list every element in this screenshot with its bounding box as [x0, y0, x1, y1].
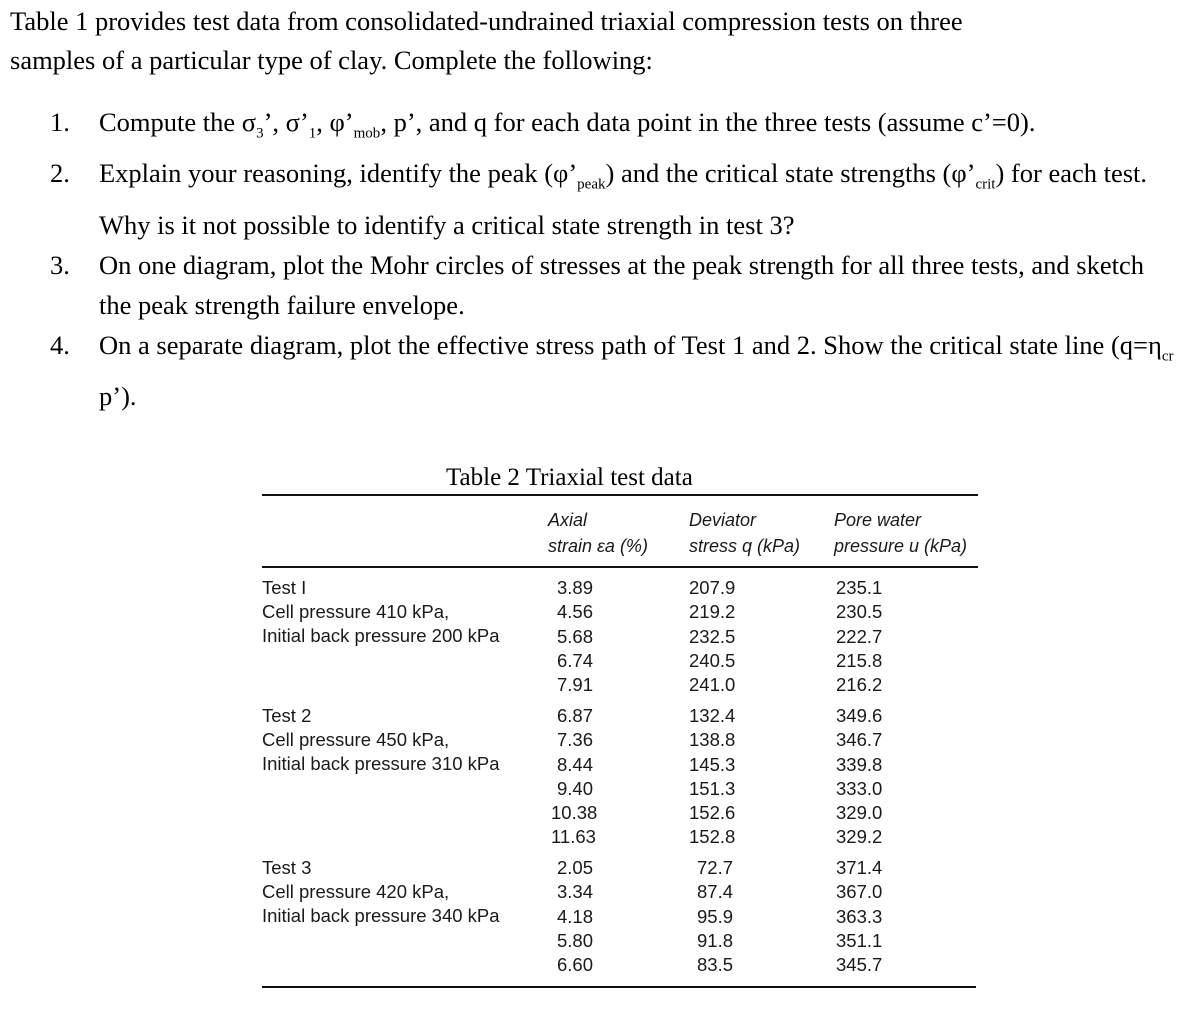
pore-pressure-cell: 367.0: [836, 881, 883, 903]
header-deviator-stress: [689, 507, 800, 559]
strain-cell: 4.18: [557, 905, 594, 927]
strain-cell: 4.56: [557, 601, 594, 623]
task-text: , φ’: [316, 107, 354, 137]
deviator-cell: 145.3: [689, 753, 736, 775]
deviator-cell: 241.0: [689, 674, 736, 696]
table-top-rule: [262, 494, 978, 496]
intro-line-1: Table 1 provides test data from consolidated-undrained triaxial compression tests on three: [10, 6, 963, 36]
test-label: [262, 576, 500, 648]
header-axial-strain: [548, 507, 648, 559]
strain-cell: 6.74: [557, 649, 594, 671]
pore-pressure-cell: 371.4: [836, 857, 883, 878]
strain-cell: 2.05: [557, 857, 594, 878]
pore-pressure-cell: 230.5: [836, 601, 883, 623]
cell-pressure: Cell pressure 420 kPa,: [262, 881, 450, 902]
pore-pressure-cell: 235.1: [836, 577, 883, 598]
deviator-cell: 151.3: [689, 777, 736, 799]
task-number: 2.: [50, 158, 70, 189]
pore-pressure-cell: 216.2: [836, 674, 883, 696]
task-item-4: [50, 325, 1180, 416]
subscript: 3: [256, 125, 264, 142]
task-text: , p’, and q for each data point in the three tests (assume c’=0).: [380, 107, 1036, 137]
strain-cell: 7.91: [557, 674, 594, 696]
strain-cell: 10.38: [551, 802, 598, 824]
strain-cell: 7.36: [557, 729, 594, 751]
header-text: stress q (kPa): [689, 536, 801, 556]
pore-pressure-cell: 363.3: [836, 905, 883, 927]
header-text: pressure u (kPa): [834, 536, 968, 556]
strain-cell: 3.34: [557, 881, 594, 903]
pore-pressure-cell: 351.1: [836, 929, 883, 951]
subscript: mob: [353, 125, 381, 142]
deviator-cell: 152.6: [689, 802, 736, 824]
task-text: ) for each test. Why is it not possible to identify a critical state strength in test 3?: [99, 158, 1148, 240]
deviator-cell: 83.5: [697, 954, 734, 976]
deviator-cell: 219.2: [689, 601, 736, 623]
task-number: 4.: [50, 329, 70, 360]
task-item-1: [50, 102, 1180, 153]
test-label: [262, 856, 500, 928]
pore-pressure-cell: 333.0: [836, 777, 883, 799]
subscript: peak: [577, 176, 606, 193]
strain-cell: 5.68: [557, 625, 594, 647]
header-text: Pore water: [834, 510, 922, 530]
test-label: [262, 704, 500, 776]
strain-cell: 8.44: [557, 753, 594, 775]
test-name: Test 3: [262, 857, 312, 878]
strain-column: [557, 856, 593, 977]
header-pore-pressure: [834, 507, 967, 559]
pore-pressure-column: [836, 576, 882, 697]
task-text: On one diagram, plot the Mohr circles of stresses at the peak strength for all three tests, and sketch the peak strength failure envelope.: [99, 249, 1144, 320]
strain-cell: 5.80: [557, 929, 594, 951]
task-number: 1.: [50, 107, 70, 137]
deviator-cell: 132.4: [689, 705, 736, 726]
subscript: cr: [1161, 347, 1174, 364]
header-rule: [262, 566, 978, 568]
task-text: Explain your reasoning, identify the peak (φ’: [99, 158, 578, 189]
deviator-cell: 138.8: [689, 729, 736, 751]
pore-pressure-cell: 345.7: [836, 954, 883, 976]
task-text: p’).: [99, 380, 137, 411]
task-number: 3.: [50, 249, 70, 280]
pore-pressure-column: [836, 856, 882, 977]
table-bottom-rule: [262, 986, 976, 988]
header-text: Axial: [548, 510, 588, 530]
back-pressure: Initial back pressure 200 kPa: [262, 625, 500, 646]
deviator-cell: 87.4: [697, 881, 734, 903]
deviator-cell: 207.9: [689, 577, 736, 598]
strain-cell: 3.89: [557, 577, 594, 598]
pore-pressure-cell: 215.8: [836, 649, 883, 671]
back-pressure: Initial back pressure 310 kPa: [262, 753, 500, 774]
deviator-column: [689, 704, 735, 850]
test-name: Test 2: [262, 705, 312, 726]
header-text: strain εa (%): [548, 536, 648, 556]
deviator-column: [697, 856, 733, 977]
deviator-column: [689, 576, 735, 697]
pore-pressure-cell: 349.6: [836, 705, 883, 726]
pore-pressure-cell: 329.2: [836, 826, 883, 848]
strain-cell: 6.60: [557, 954, 594, 976]
task-text: On a separate diagram, plot the effective stress path of Test 1 and 2. Show the critical state line (q=η: [99, 329, 1162, 360]
strain-cell: 11.63: [551, 826, 596, 848]
back-pressure: Initial back pressure 340 kPa: [262, 905, 500, 926]
strain-column: [551, 704, 597, 850]
strain-column: [557, 576, 593, 697]
deviator-cell: 72.7: [697, 857, 734, 878]
deviator-cell: 240.5: [689, 649, 736, 671]
task-item-3: [50, 245, 1180, 325]
task-text: Compute the σ: [99, 107, 257, 137]
pore-pressure-column: [836, 704, 882, 850]
strain-cell: 9.40: [557, 777, 594, 799]
pore-pressure-cell: 346.7: [836, 729, 883, 751]
deviator-cell: 152.8: [689, 826, 736, 848]
header-text: Deviator: [689, 510, 757, 530]
deviator-cell: 95.9: [697, 905, 734, 927]
task-item-2: [50, 153, 1180, 244]
cell-pressure: Cell pressure 450 kPa,: [262, 729, 450, 750]
deviator-cell: 91.8: [697, 929, 734, 951]
test-name: Test I: [262, 577, 307, 598]
table-caption: Table 2 Triaxial test data: [446, 464, 693, 491]
task-text: ’, σ’: [263, 107, 309, 137]
subscript: crit: [975, 176, 996, 193]
pore-pressure-cell: 329.0: [836, 802, 883, 824]
subscript: 1: [308, 125, 317, 142]
task-text: ) and the critical state strengths (φ’: [605, 158, 976, 189]
task-list: [50, 102, 1180, 416]
problem-intro: [10, 2, 1180, 80]
deviator-cell: 232.5: [689, 625, 736, 647]
cell-pressure: Cell pressure 410 kPa,: [262, 601, 450, 622]
intro-line-2: samples of a particular type of clay. Complete the following:: [10, 45, 653, 75]
pore-pressure-cell: 339.8: [836, 753, 883, 775]
strain-cell: 6.87: [557, 705, 594, 726]
pore-pressure-cell: 222.7: [836, 625, 883, 647]
